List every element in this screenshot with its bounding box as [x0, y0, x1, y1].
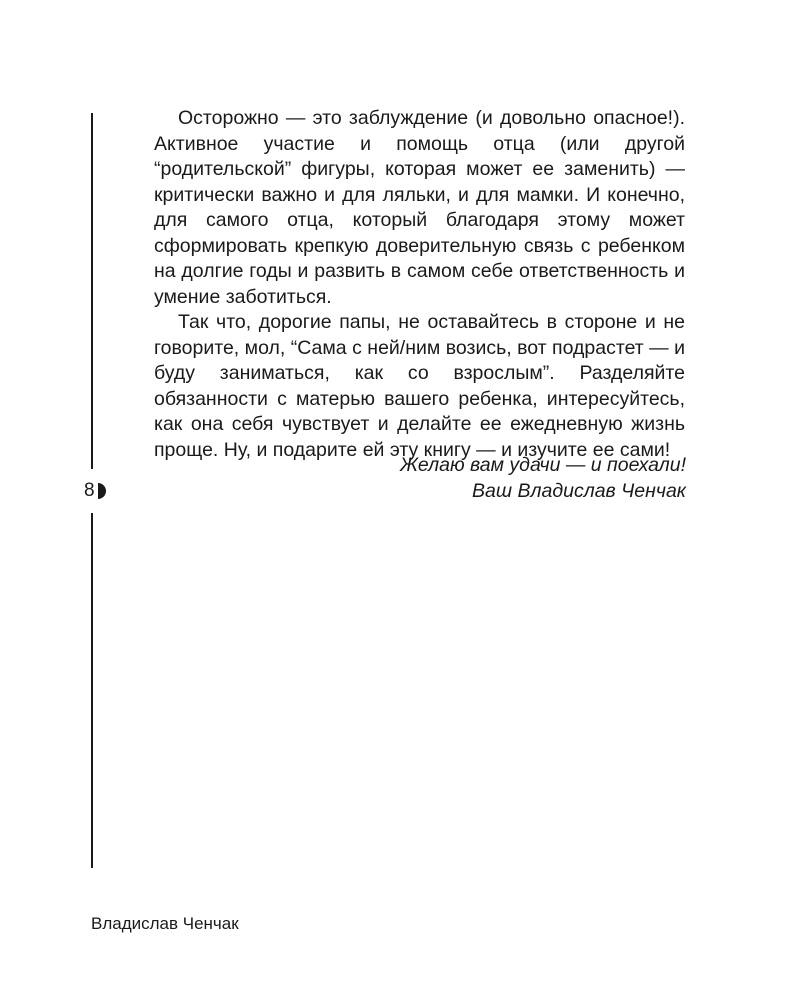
margin-rule-bottom: [91, 513, 93, 868]
footer-author: Владислав Ченчак: [91, 914, 239, 933]
paragraph-2: Так что, дорогие папы, не оставайтесь в стороне и не говорите, мол, “Сама с ней/ним возись, вот подрастет — и буду заниматься, как со взрослым”. Разделяйте обязанности с матерью вашего ребенка, интересуйтесь, как она себя чувствует и делайте ее ежедневную жизнь проще. Ну, и подарите ей эту книгу — и изучите ее сами!: [154, 311, 685, 461]
margin-rule-top: [91, 113, 93, 469]
paragraph-1: Осторожно — это заблуждение (и довольно опасное!). Активное участие и помощь отца (или другой “родительской” фигуры, которая может ее заменить) — критически важно и для ляльки, и для мамки. И конечно, для самого отца, который благодаря этому может сформировать крепкую доверительную связь с ребенком на долгие годы и развить в самом себе ответственность и умение заботиться.: [154, 107, 685, 308]
body-text: [154, 106, 685, 463]
page-number-block: [84, 478, 107, 504]
page-number: 8: [84, 480, 95, 501]
signature-block: [360, 453, 686, 504]
half-circle-icon: [97, 483, 107, 499]
signature-name: Ваш Владислав Ченчак: [472, 479, 686, 502]
signature-wish: Желаю вам удачи — и поехали!: [400, 454, 686, 476]
